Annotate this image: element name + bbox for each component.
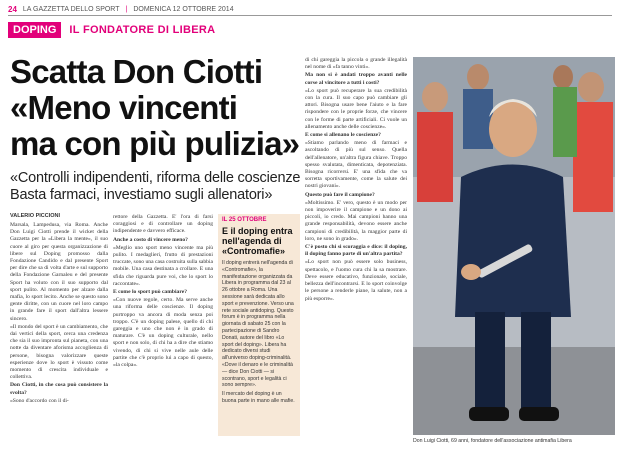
article-column-2 xyxy=(113,214,213,442)
column-3-paragraph: «Lo sport può recuperare la sua credibilità con la cura. Il suo capo può cambiare gli attori. Bisogna usare bene l'aiuto e la fare rispondere con le proprie forze, che vincere con le forme di parte artificiali. Ci vuole un allenamento anche delle coscienze». xyxy=(305,87,407,130)
interview-question: Ma non si è andati troppo avanti nelle corse al vincitore a tutti i costi? xyxy=(305,72,407,86)
column-3-paragraph: di chi gareggia la piccola o grande illegalità nel nome di «fa tanno vinti». xyxy=(305,57,407,71)
headline-line-3: ma con più pulizia» xyxy=(10,125,300,162)
section-subtitle: IL FONDATORE DI LIBERA xyxy=(69,24,216,36)
header-separator: | xyxy=(125,6,128,13)
interview-question: Don Ciotti, in che cosa può consistere la svolta? xyxy=(10,382,108,396)
column-3-paragraph: «Lo sport non può essere solo business, spettacolo, e l'uomo cura chi la sa mostrare. Deve essere educativo, funzionale, sociale, bellezza dell'incontrarsi. E lo sport coinvolge le persone a renderle piane, la salute, non a più esporre». xyxy=(305,259,407,302)
issue-date: DOMENICA 12 OTTOBRE 2014 xyxy=(133,6,234,13)
interview-question: Questo può fare il campione? xyxy=(305,191,375,198)
column-3-paragraph: «Moltissimo. E' vero, questo è un modo per non impoverire il campione e un dono ai piccoli, io credo. Mai campioni hanno una grande responsabilità, devono essere anche campioni di credibilità, la maggior parte di loro, ne sono in grado». xyxy=(305,199,407,242)
sidebar-box xyxy=(218,214,300,436)
sidebar-date: IL 25 OTTOBRE xyxy=(222,217,267,223)
article-photo xyxy=(413,57,615,435)
page-header xyxy=(8,4,612,16)
article-column-1 xyxy=(10,222,108,442)
column-2-paragraph: rettore della Gazzetta. E' l'ora di farsi coraggiosi e di controllare un doping indipendente e davvero efficace. xyxy=(113,214,213,235)
section-label xyxy=(8,22,215,38)
paper-name: LA GAZZETTA DELLO SPORT xyxy=(22,6,120,13)
column-2-paragraph: «Meglio uno sport meno vincente ma più pulito. I medaglieri, frutto di prestazioni truccate, sono una casa costruita sulla sabbia mobile. Una casa destinata a crollare. E una sfida che riguarda pure voi, che lo sport lo raccontate». xyxy=(113,244,213,287)
photo-illustration xyxy=(413,57,615,435)
column-1-paragraph: Marsala, Lampedusa, via Roma. Anche Don Luigi Ciotti prende il wicket della Gazzetta per la «Libera la mente», il suo cuore al giro per questa organizzazione di libere sul Doping promosso dalla Fondazione Candido e dal presente Sport per dire che sa di volta d'arte e sul supporto della Fondazione Garnaleu e del presente Sport ha voluto con il suo supporto dal sport pulito. Al momento per alzare dalla mafia, lo sport lecito. Anche se questo sono gente diritte, con un cuore nel loro campo in grande fare il sport dall'altra lessere sincero. xyxy=(10,222,108,322)
headline-line-2: «Meno vincenti xyxy=(10,89,238,126)
sidebar-title: E il doping entra nell'agenda di «Contromafie» xyxy=(222,226,293,256)
column-1-paragraph: «Sono d'accordo con il di- xyxy=(10,397,69,404)
interview-question: E come lo sport può cambiare? xyxy=(113,289,188,296)
interview-question: E come si allenano le coscienze? xyxy=(305,132,381,139)
interview-question: C'è posto chi si scoraggia e dice: il doping, il doping fanno parte di un'altra partita? xyxy=(305,244,407,258)
photo-caption: Don Luigi Ciotti, 69 anni, fondatore dell'associazione antimafia Libera xyxy=(413,438,572,444)
column-1-paragraph: «Il mondo del sport è un cambiamento, che dai vertici della sport, cerca una credenza che sia il suo impronta sul pianeta, con una notte da diventare aforisma accoglienza di persone, bisogna valorizzare queste esperienze dove lo sport è vissuto come momento di crescita individuale e collettiva. xyxy=(10,323,108,381)
sidebar-body-tail: Il mercato del doping è un buona parte in mano alle mafie. xyxy=(222,391,295,404)
headline-line-1: Scatta Don Ciotti xyxy=(10,53,263,90)
section-tag: DOPING xyxy=(8,22,61,38)
deck-line-2: Basta farmaci, investiamo sugli allenatori» xyxy=(10,187,273,203)
column-3-paragraph: «Stiamo parlando meno di farmaci e ascoltando di più sul senso. Quella dell'allenatore, un'altra figura chiave. Troppo spesso svalutata, dimenticata, depotenziata. Bisogna ricorrersi. E' una sfida che va sorretta sportivamente, come la salute dei nostri giovani». xyxy=(305,140,407,190)
interview-question: Anche a costo di vincere meno? xyxy=(113,236,188,243)
column-2-paragraph: «Con nuove regole, certo. Ma serve anche una riforma delle coscienze. Il doping purtroppo va ancora di moda senza poi troppo. C'è un doping palese, quello di chi gareggia e uno che non è in grado di maturare. C'è un doping culturale, nello sport e non solo, di chi ha a dire che stiamo vivendo, di chi si vive nelle aule delle partite che c'è proprio lui a capo di questo, «la colpa». xyxy=(113,297,213,369)
byline: VALERIO PICCIONI xyxy=(10,213,61,219)
article-column-3 xyxy=(305,57,407,442)
deck-line-1: «Controlli indipendenti, riforma delle coscienze xyxy=(10,170,301,186)
page-number: 24 xyxy=(8,5,17,14)
sidebar-body: Il doping entrerà nell'agenda di «Contromafie», la manifestazione organizzata da Libera in programma dal 23 al 26 ottobre a Roma. Una sessione sarà dedicata allo sport e prevenzione. Verso una rete sociale antidoping. Questo forum è in programma nella giornata di sabato 25 con la partecipazione di Sandro Donati, autore del libro «Lo sport del doping». Libera ha dedicato diversi studi all'universo doping-criminalità. «Dove il denaro e le criminalità — dice Don Ciotti — si scontrano, sport e legalità ci sono sempre». xyxy=(222,260,294,389)
